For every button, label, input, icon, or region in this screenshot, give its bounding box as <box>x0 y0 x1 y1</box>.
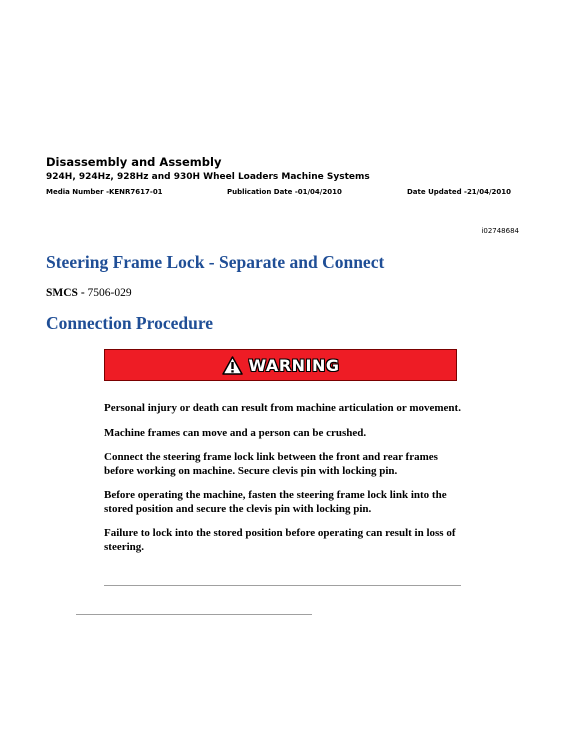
warning-paragraph: Failure to lock into the stored position before operating can result in loss of steering. <box>104 527 456 553</box>
document-id: i02748684 <box>481 227 519 235</box>
warning-banner <box>104 349 457 381</box>
warning-message <box>104 402 466 565</box>
warning-triangle-icon <box>222 356 243 375</box>
warning-divider <box>104 585 461 586</box>
smcs-label: SMCS - <box>46 287 88 299</box>
date-updated: Date Updated -21/04/2010 <box>407 188 512 196</box>
document-subtitle: 924H, 924Hz, 928Hz and 930H Wheel Loaders Machine Systems <box>46 172 370 182</box>
smcs-code <box>46 287 132 299</box>
warning-banner-content <box>222 356 340 375</box>
publication-date: Publication Date -01/04/2010 <box>227 188 342 196</box>
document-title: Disassembly and Assembly <box>46 155 222 169</box>
warning-paragraph: Before operating the machine, fasten the steering frame lock link into the stored position and secure the clevis pin with locking pin. <box>104 489 447 515</box>
warning-label: WARNING <box>248 355 340 375</box>
page-divider <box>76 614 312 615</box>
smcs-value: 7506-029 <box>87 287 132 299</box>
media-number: Media Number -KENR7617-01 <box>46 188 163 196</box>
warning-paragraph: Connect the steering frame lock link between the front and rear frames before working on machine. Secure clevis pin with locking pin. <box>104 451 438 477</box>
warning-paragraph: Machine frames can move and a person can be crushed. <box>104 426 367 439</box>
section-heading: Connection Procedure <box>46 313 214 333</box>
warning-paragraph: Personal injury or death can result from machine articulation or movement. <box>104 402 461 414</box>
page-title: Steering Frame Lock - Separate and Connect <box>46 252 385 272</box>
